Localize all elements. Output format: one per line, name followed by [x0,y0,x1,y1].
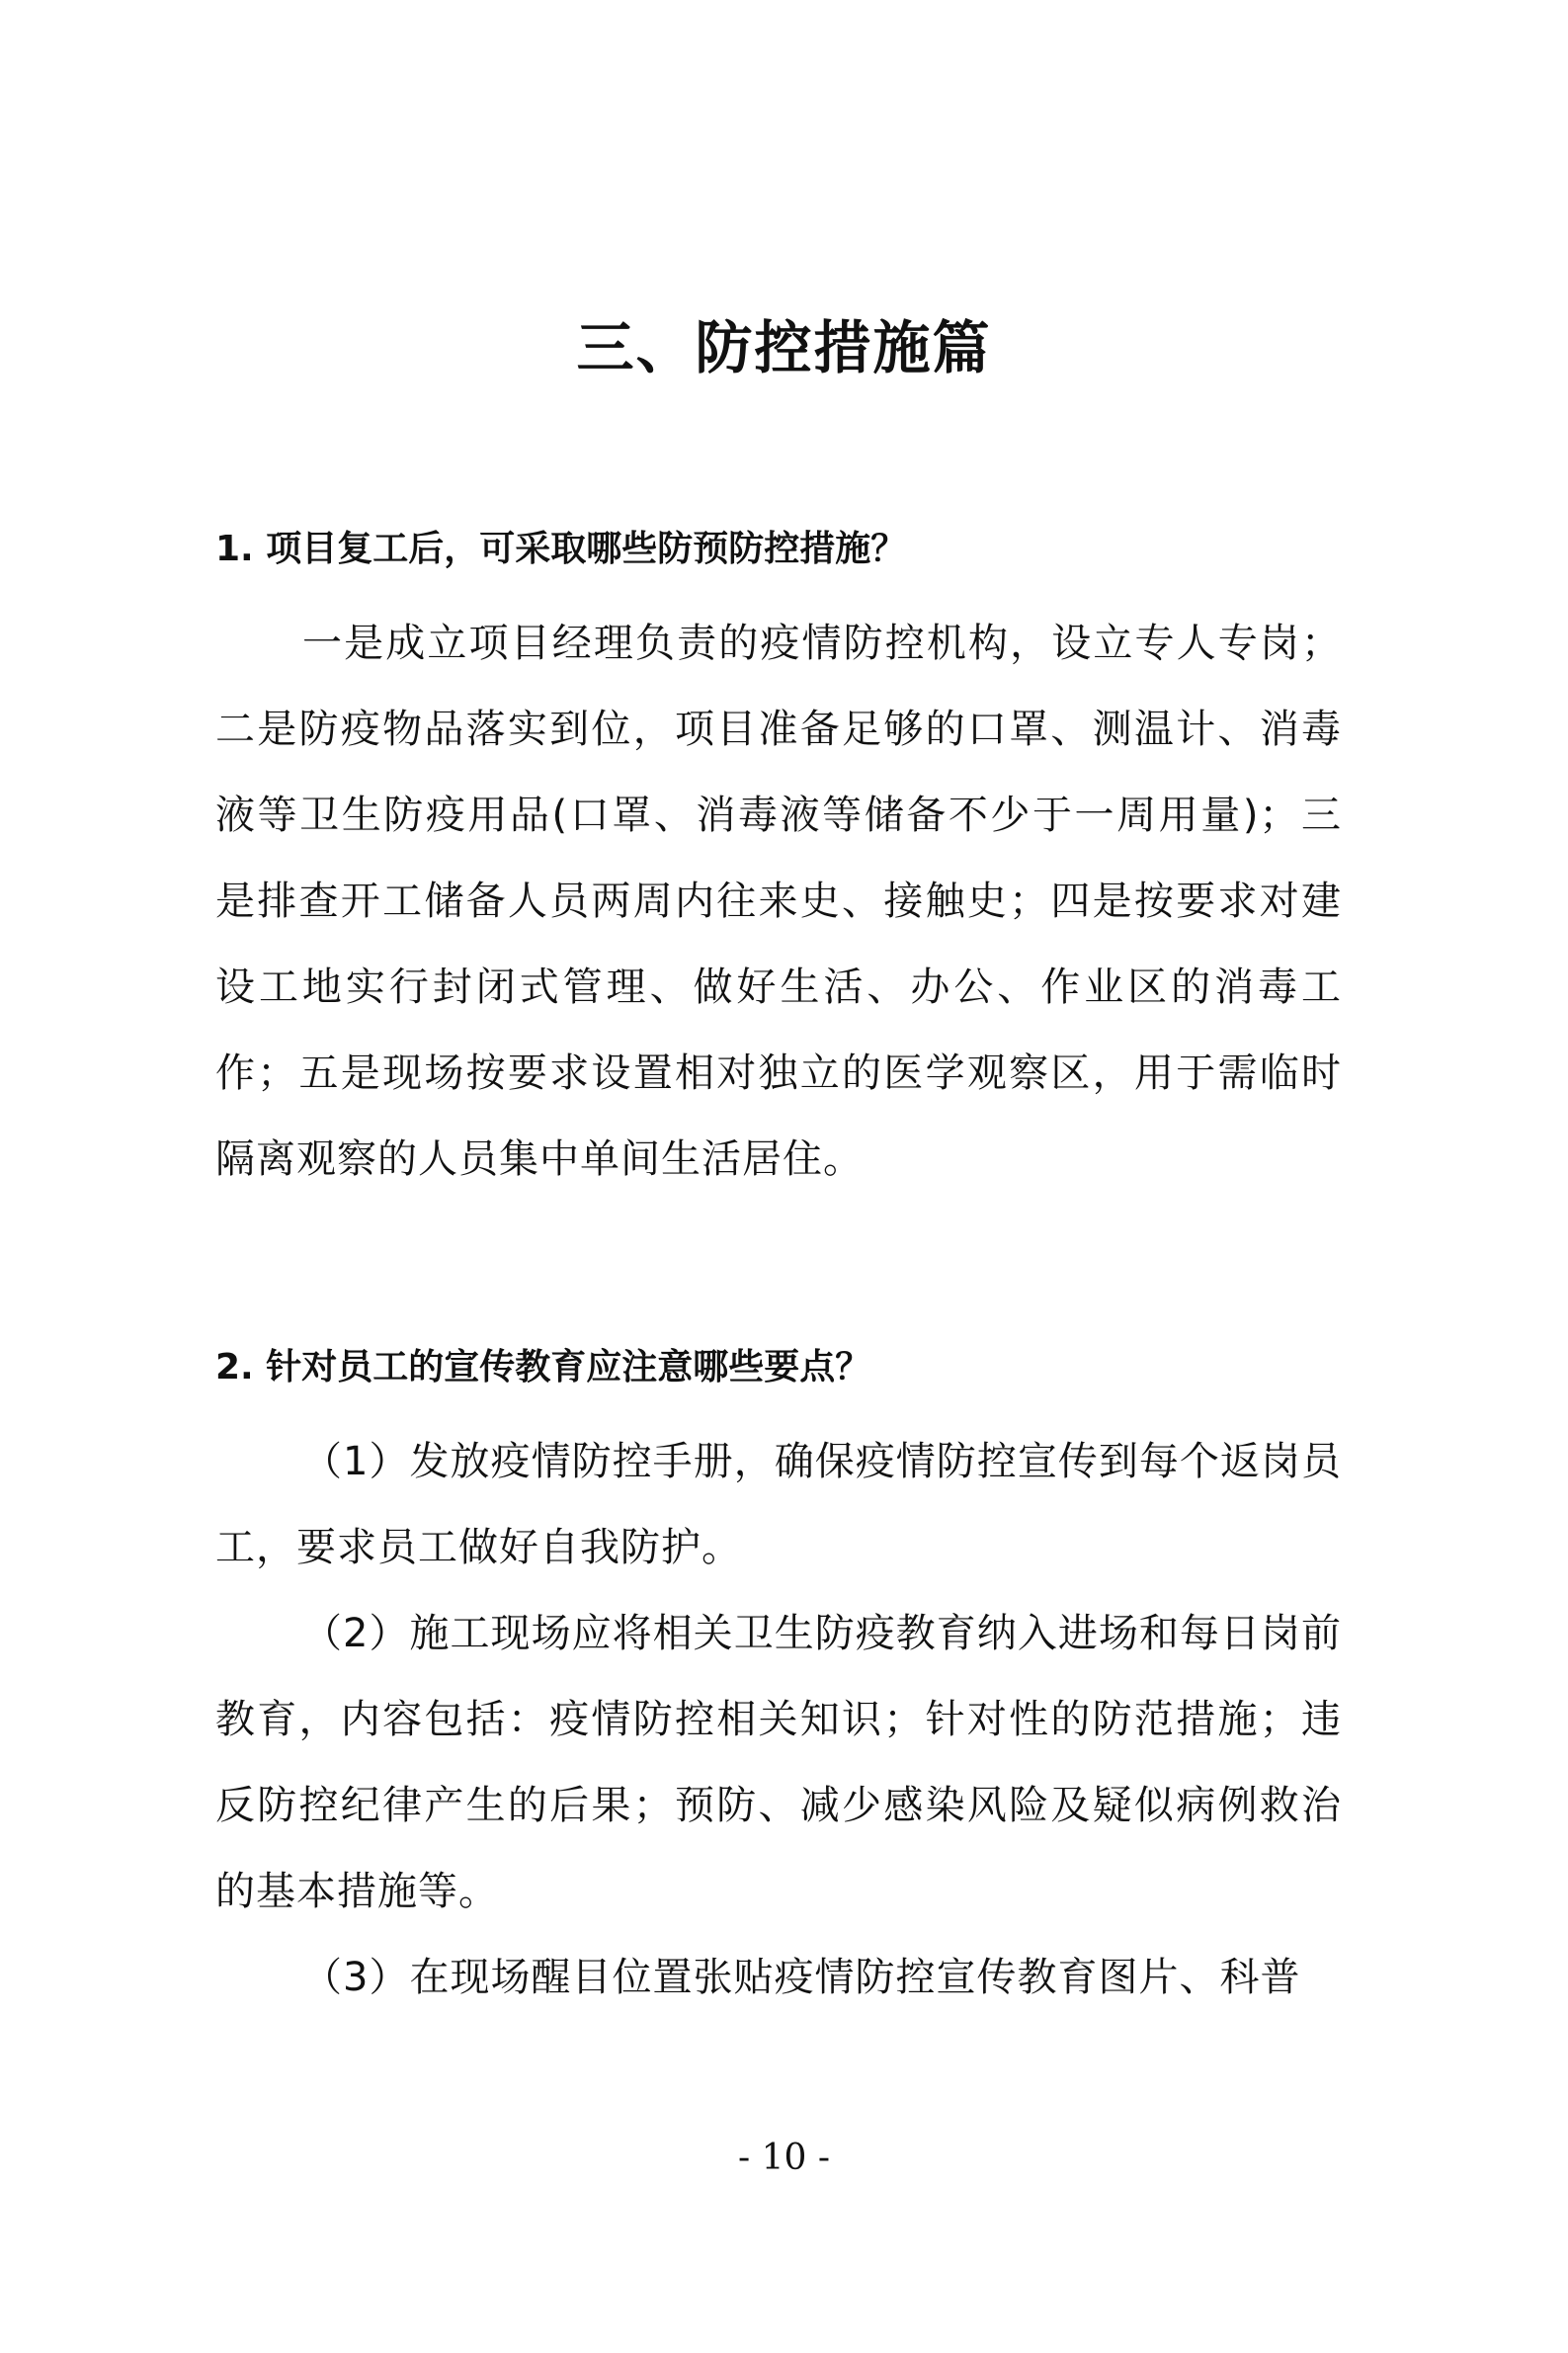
chapter-title: 三、防控措施篇 [576,314,992,381]
answer-paragraph-1: 一是成立项目经理负责的疫情防控机构，设立专人专岗；二是防疫物品落实到位，项目准备足够的口罩、测温计、消毒液等卫生防疫用品(口罩、消毒液等储备不少于一周用量)；三是排查开工储备人员两周内往来史、接触史；四是按要求对建设工地实行封闭式管理、做好生活、办公、作业区的消毒工作；五是现场按要求设置相对独立的医学观察区，用于需临时隔离观察的人员集中单间生活居住。 [215,621,1342,1182]
question-heading-1: 1. 项目复工后，可采取哪些防预防控措施？ [215,529,907,569]
answer-paragraph-2-1: （1）发放疫情防控手册，确保疫情防控宣传到每个返岗员工，要求员工做好自我防护。 [215,1439,1342,1570]
question-heading-2: 2. 针对员工的宣传教育应注意哪些要点？ [215,1347,871,1387]
answer-paragraph-2-2: （2）施工现场应将相关卫生防疫教育纳入进场和每日岗前教育，内容包括：疫情防控相关知识；针对性的防范措施；违反防控纪律产生的后果；预防、减少感染风险及疑似病例救治的基本措施等。 [215,1611,1342,1914]
answer-paragraph-2-3: （3）在现场醒目位置张贴疫情防控宣传教育图片、科普 [302,1955,1301,2000]
page-number: - 10 - [737,2138,831,2178]
